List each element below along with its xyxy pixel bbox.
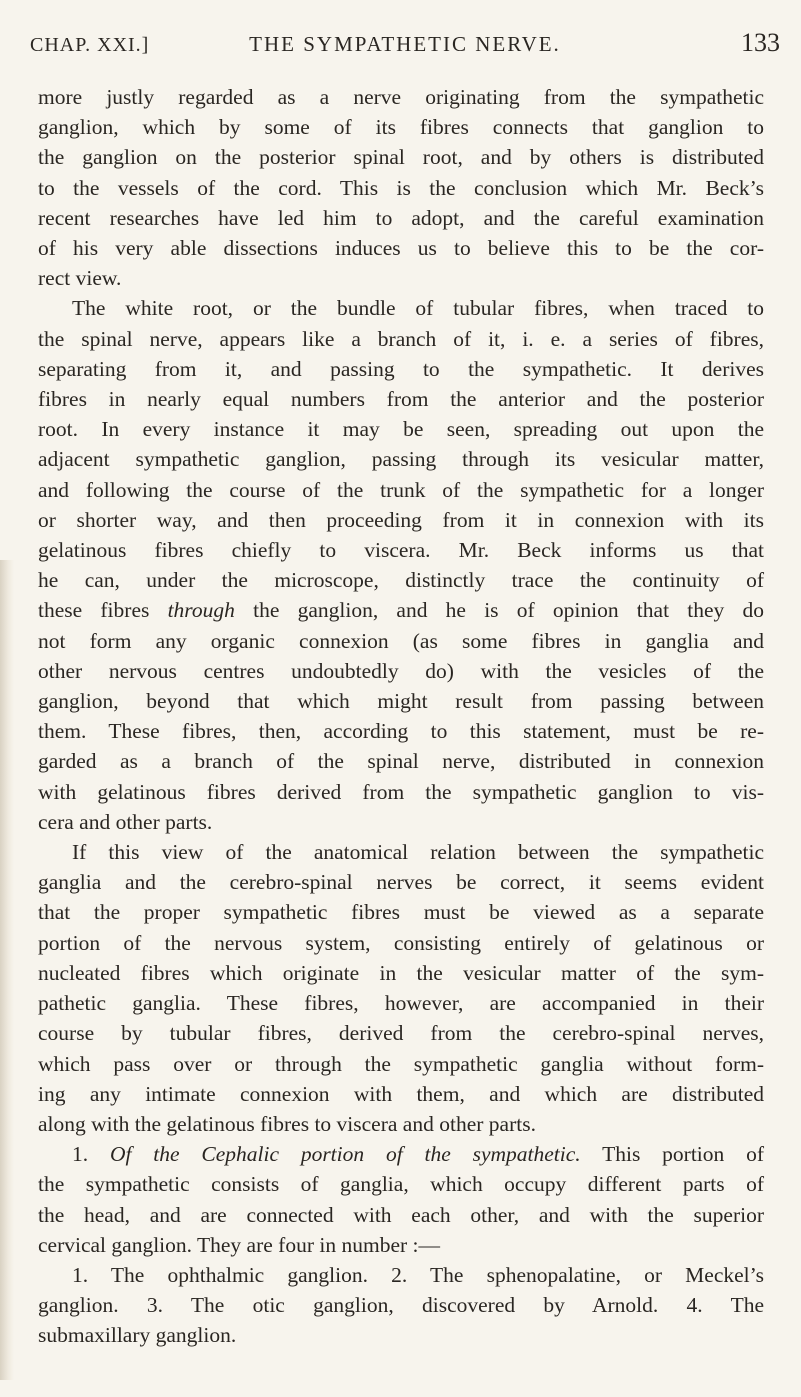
text-line: which pass over or through the sympathetic ganglia without form- — [38, 1051, 764, 1076]
text-line: fibres in nearly equal numbers from the anterior and the posterior — [38, 387, 764, 412]
text-line: he can, under the microscope, distinctly trace the continuity of — [38, 568, 764, 593]
text-line: these fibres through the ganglion, and he is of opinion that they do — [38, 598, 764, 623]
text-line: with gelatinous fibres derived from the sympathetic ganglion to vis- — [38, 779, 764, 804]
text-line: pathetic ganglia. These fibres, however, are accompanied in their — [38, 991, 764, 1016]
paragraph — [38, 1139, 764, 1260]
italic-phrase: Of the Cephalic portion of the sympathetic. — [109, 1142, 581, 1167]
text-line: portion of the nervous system, consisting entirely of gelatinous or — [38, 930, 764, 955]
text-line: the sympathetic consists of ganglia, which occupy different parts of — [38, 1172, 764, 1197]
text-line: 1. Of the Cephalic portion of the sympathetic. This portion of — [72, 1142, 764, 1167]
text-line: The white root, or the bundle of tubular fibres, when traced to — [72, 296, 764, 321]
running-header — [30, 22, 780, 62]
paragraph — [38, 293, 764, 837]
text-line: root. In every instance it may be seen, spreading out upon the — [38, 417, 764, 442]
italic-phrase: through — [167, 598, 235, 623]
text-line: ganglion, which by some of its fibres connects that ganglion to — [38, 115, 764, 140]
paragraph — [38, 1260, 764, 1351]
text-line: separating from it, and passing to the sympathetic. It derives — [38, 356, 764, 381]
text-line: cera and other parts. — [38, 809, 213, 834]
text-line: that the proper sympathetic fibres must be viewed as a separate — [38, 900, 764, 925]
text-line: gelatinous fibres chiefly to viscera. Mr. Beck informs us that — [38, 538, 764, 563]
text-line: course by tubular fibres, derived from the cerebro-spinal nerves, — [38, 1021, 764, 1046]
text-line: along with the gelatinous fibres to viscera and other parts. — [38, 1111, 536, 1136]
text-line: cervical ganglion. They are four in number :— — [38, 1232, 440, 1257]
text-line: the ganglion on the posterior spinal root, and by others is distributed — [38, 145, 764, 170]
text-line: ganglion, beyond that which might result from passing between — [38, 689, 764, 714]
text-line: nucleated fibres which originate in the vesicular matter of the sym- — [38, 960, 764, 985]
text-line: recent researches have led him to adopt, and the careful examination — [38, 205, 764, 230]
text-line: ing any intimate connexion with them, and which are distributed — [38, 1081, 764, 1106]
text-line: If this view of the anatomical relation between the sympathetic — [72, 840, 764, 865]
running-title: THE SYMPATHETIC NERVE. — [249, 32, 561, 56]
text-line: not form any organic connexion (as some fibres in ganglia and — [38, 628, 764, 653]
text-line: garded as a branch of the spinal nerve, distributed in connexion — [38, 749, 764, 774]
text-line: rect view. — [38, 266, 122, 291]
paragraph — [38, 82, 764, 293]
chapter-label: CHAP. XXI.] — [30, 34, 150, 56]
text-line: ganglia and the cerebro-spinal nerves be correct, it seems evident — [38, 870, 764, 895]
text-line: more justly regarded as a nerve originating from the sympathetic — [38, 85, 764, 109]
text-line: or shorter way, and then proceeding from it in connexion with its — [38, 507, 764, 532]
text-line: to the vessels of the cord. This is the conclusion which Mr. Beck’s — [38, 175, 764, 200]
body-text — [38, 82, 764, 1351]
page-gutter-shadow — [0, 560, 14, 1380]
page-number: 133 — [741, 28, 780, 57]
paragraph — [38, 837, 764, 1139]
text-line: the spinal nerve, appears like a branch of it, i. e. a series of fibres, — [38, 326, 764, 351]
text-line: of his very able dissections induces us to believe this to be the cor- — [38, 236, 764, 261]
text-line: submaxillary ganglion. — [38, 1323, 237, 1348]
text-line: other nervous centres undoubtedly do) with the vesicles of the — [38, 658, 764, 683]
text-line: ganglion. 3. The otic ganglion, discovered by Arnold. 4. The — [38, 1293, 764, 1318]
text-line: and following the course of the trunk of the sympathetic for a longer — [38, 477, 764, 502]
text-line: adjacent sympathetic ganglion, passing through its vesicular matter, — [38, 447, 764, 472]
text-line: them. These fibres, then, according to this statement, must be re- — [38, 719, 764, 744]
text-line: 1. The ophthalmic ganglion. 2. The sphenopalatine, or Meckel’s — [72, 1262, 764, 1287]
text-line: the head, and are connected with each other, and with the superior — [38, 1202, 764, 1227]
